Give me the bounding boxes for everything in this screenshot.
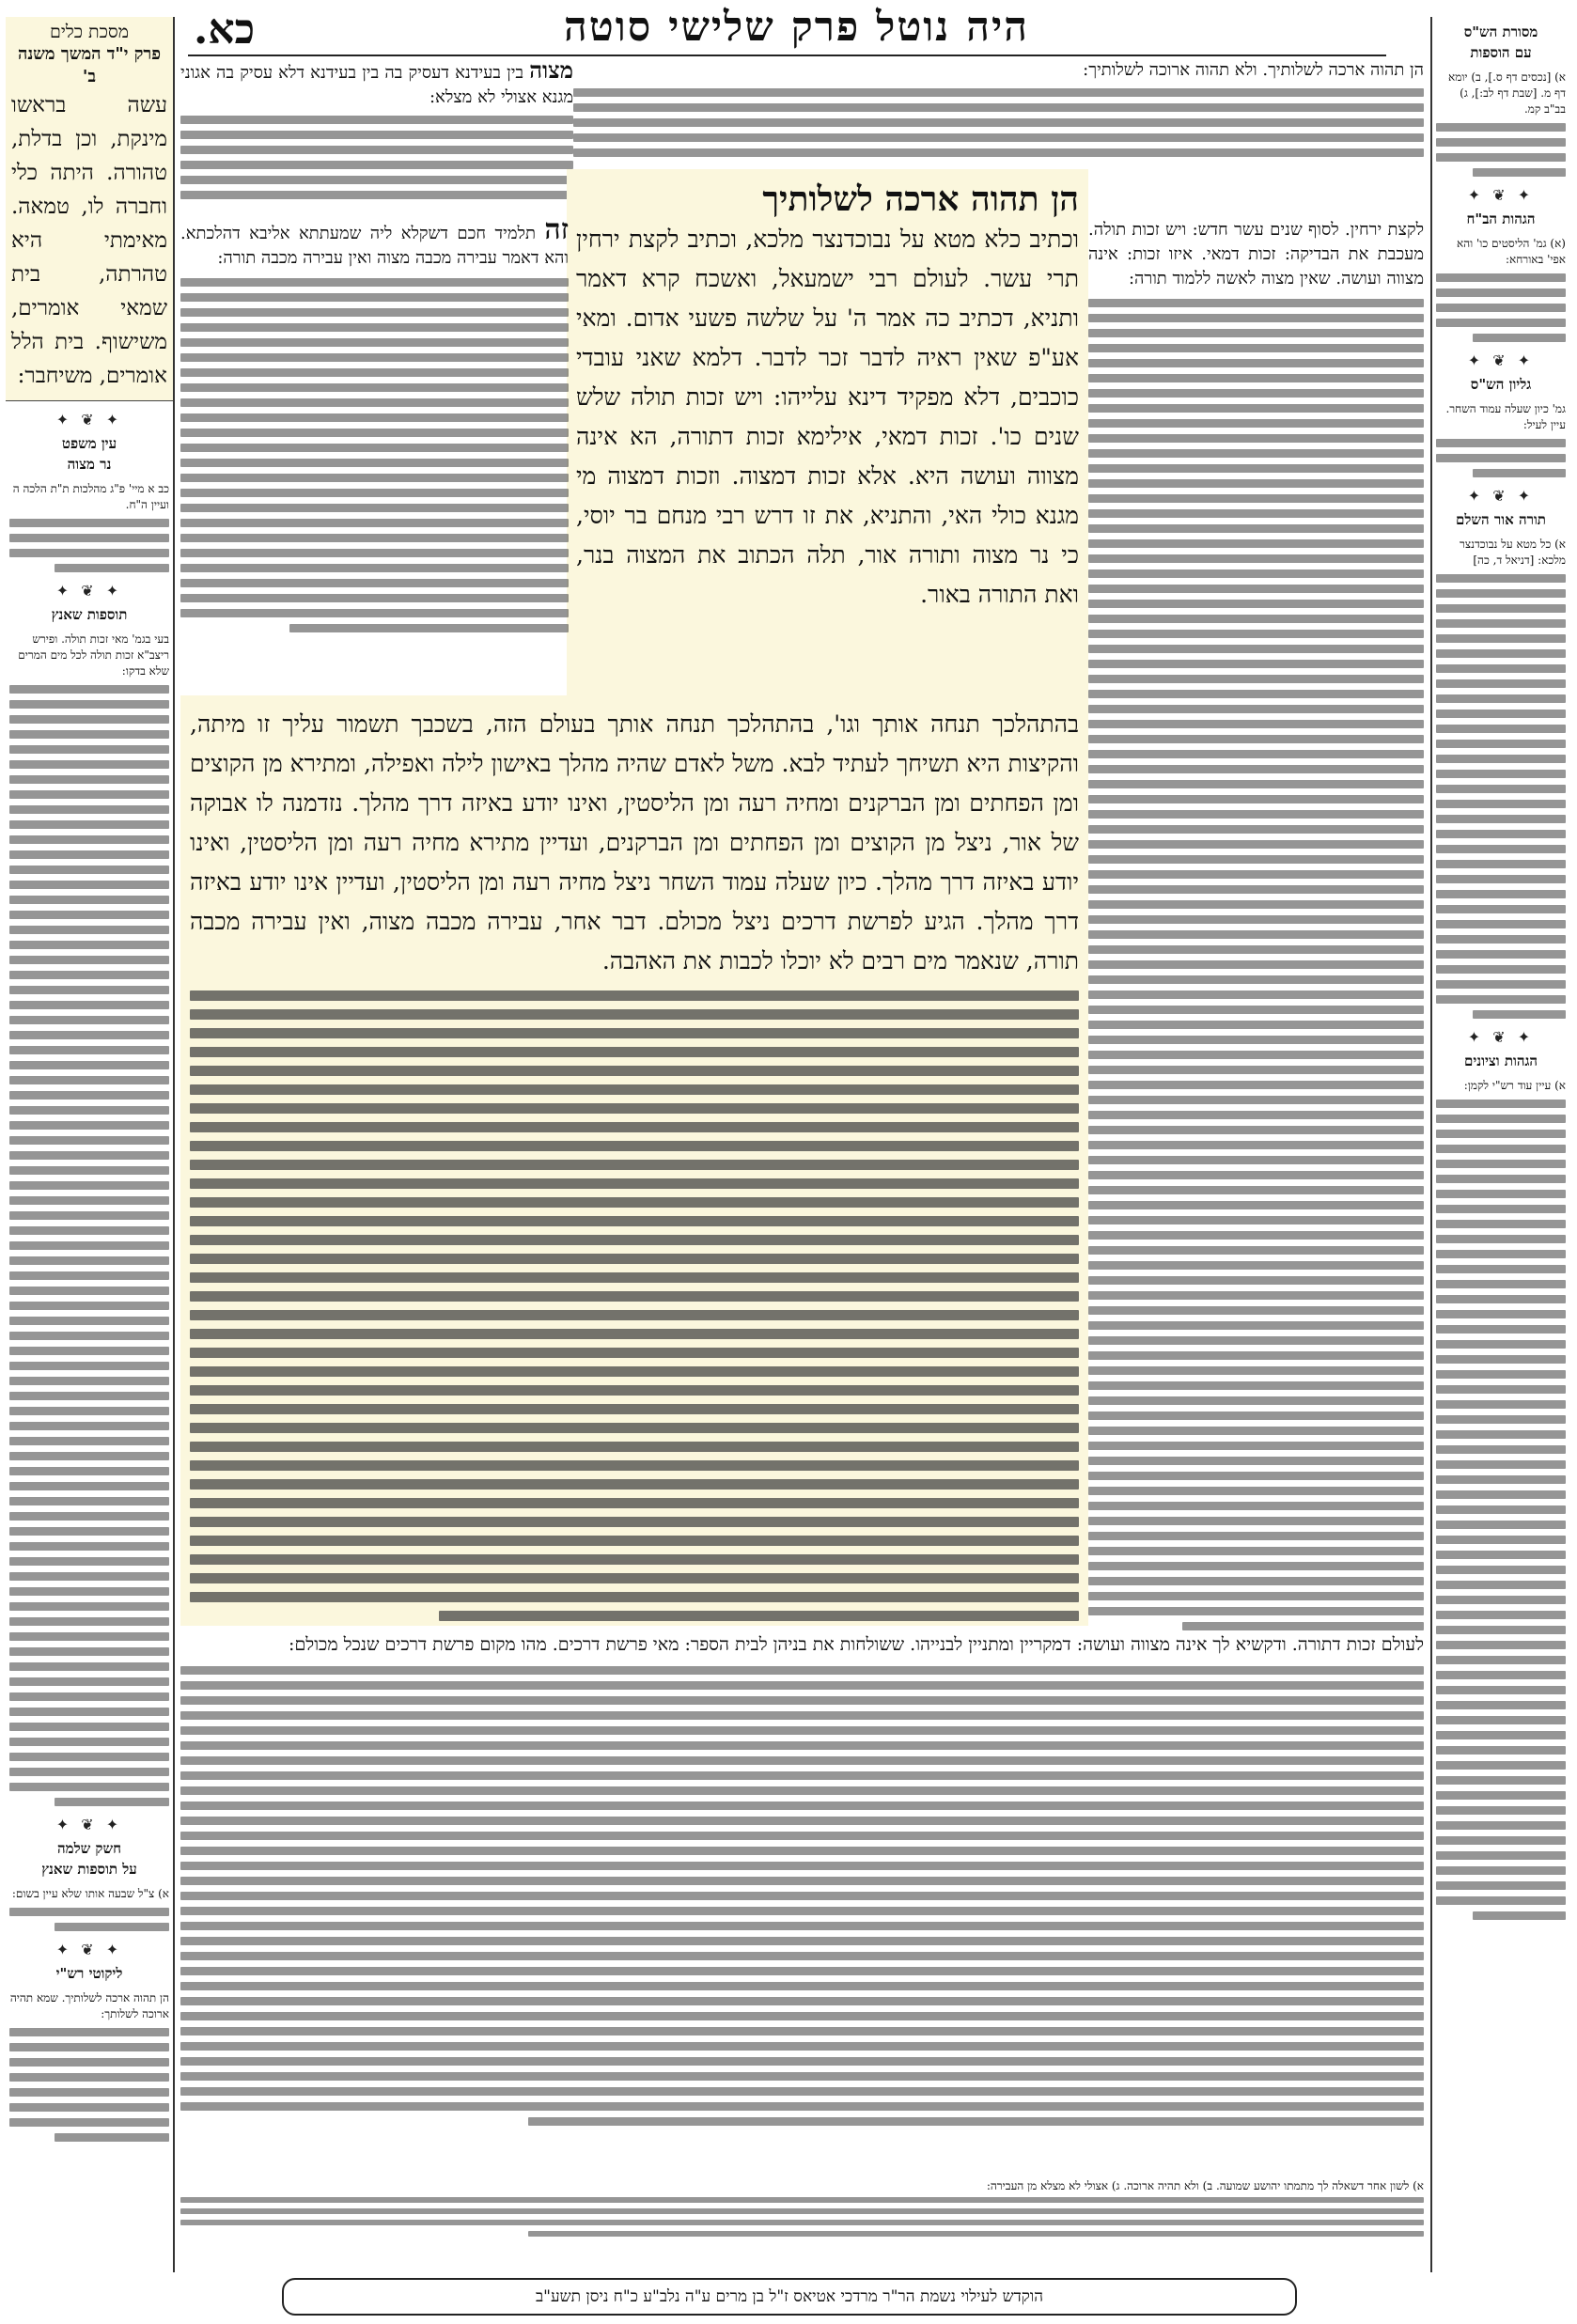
ein-mishpat-subtitle: נר מצוה [67, 456, 112, 473]
gilyon-text: גמ' כיון שעלה עמוד השחר. עיין לעיל: [1445, 402, 1566, 431]
hagahot-habach-title: הגהות הב"ח [1466, 211, 1536, 227]
mishnah-tractate: מסכת כלים [50, 22, 129, 42]
tosafot-shantz-text: בעי בגמ' מאי זכות תולה. ופירש ריצב"א זכות תולה לכל מים המרים שלא בדקו: [18, 632, 169, 678]
tosafot-commentary [180, 218, 569, 710]
likutei-rashi-text: הן תהוה ארכה לשלותיך. שמא תהיה ארוכה לשלותך: [9, 1991, 169, 2020]
ein-mishpat-title: עין משפט [61, 435, 117, 452]
likutei-rashi-title: ליקוטי רש"י [55, 1965, 123, 1982]
hagahot-tziyunim-title: הגהות וציונים [1463, 1053, 1538, 1069]
hagahot-habach-text: (א) גמ' הליסטים כו' והא אפי' באורחא: [1457, 237, 1566, 266]
gilyon-filler [1436, 439, 1566, 477]
ornament-divider: ✦ ❦ ✦ [55, 582, 123, 600]
footnotes [180, 2178, 1424, 2272]
masoret-subtitle: עם הוספות [1470, 44, 1532, 61]
rashi-top-block [573, 58, 1424, 169]
masoret-hashas-section [1432, 23, 1569, 177]
gilyon-title: גליון הש"ס [1470, 376, 1532, 393]
dedication-text: הוקדש לעילוי נשמת הר"ר מרדכי אטיאס ז"ל בן מרים ע"ה נלב"ע כ"ח ניסן תשע"ב [535, 2287, 1044, 2306]
gemara-upper-block [567, 169, 1088, 695]
tosafot-shantz-title: תוספות שאנץ [51, 606, 128, 623]
torah-or-text: א) כל מטא על נבוכדנצר מלכא: [דניאל ד, כה] [1459, 538, 1566, 567]
cheshek-shlomo-section [6, 1839, 173, 1931]
gilyon-hashas-section [1432, 375, 1569, 477]
tosafot-heading: זה [544, 218, 569, 246]
ornament-divider: ✦ ❦ ✦ [1467, 351, 1535, 369]
tosafot-shantz-section [6, 605, 173, 1806]
bottom-commentary-filler [180, 1666, 1424, 2126]
ornament-divider: ✦ ❦ ✦ [1467, 186, 1535, 204]
gemara-lower-block [180, 695, 1088, 1626]
cheshek-shlomo-subtitle: על תוספות שאנץ [41, 1861, 137, 1878]
hagahot-tziyunim-section [1432, 1052, 1569, 1920]
ein-mishpat-filler [9, 519, 169, 572]
tosafot-text: תלמיד חכם דשקלא ליה שמעתתא אליבא דהלכתא. והא דאמר עבירה מכבה מצוה ואין עבירה מכבה תורה: [180, 224, 569, 268]
ornament-divider: ✦ ❦ ✦ [1467, 487, 1535, 505]
rashi-top-text: הן תהוה ארכה לשלותיך. ולא תהוה ארוכה לשלותיך: [1083, 60, 1424, 80]
gemara-lower-filler [190, 990, 1079, 1621]
left-margin-column [6, 17, 175, 2272]
rashi-filler [1088, 299, 1424, 1630]
masoret-text: א) [נכסים דף ס.], ב) יומא דף מ. [שבת דף לב:], ג) בב"ב קמ. [1448, 70, 1566, 116]
ornament-divider: ✦ ❦ ✦ [55, 1941, 123, 1958]
header-divider [188, 55, 1386, 56]
torah-or-section [1432, 510, 1569, 1019]
gemara-opening-words: הן תהוה ארכה לשלותיך [762, 179, 1079, 219]
hagahot-tziyunim-text: א) עיין עוד רש"י לקמן: [1463, 1079, 1566, 1092]
cheshek-shlomo-text: א) צ"ל שבעה אותו שלא עיין בשום: [11, 1887, 169, 1900]
footnotes-text: א) לשון אחר דשאלה לך מתמתו יהושע שמועה. ב) ולא תהיה ארוכה. ג) אצולי לא מצלא מן העבירה: [986, 2179, 1424, 2192]
right-margin-column [1430, 17, 1569, 2272]
page-header [188, 0, 1386, 58]
cheshek-shlomo-title: חשק שלמה [57, 1840, 121, 1857]
likutei-rashi-section [6, 1964, 173, 2142]
torah-or-filler [1436, 574, 1566, 1019]
cheshek-shlomo-filler [9, 1908, 169, 1931]
dedication-bar [282, 2278, 1297, 2316]
masoret-filler [1436, 123, 1566, 177]
chapter-title: היה נוטל פרק שלישי סוטה [564, 4, 1029, 51]
likutei-rashi-filler [9, 2028, 169, 2142]
tosafot-shantz-filler [9, 685, 169, 1806]
mishnah-chapter-ref: פרק י"ד המשך משנה ב' [17, 44, 162, 86]
ornament-divider: ✦ ❦ ✦ [55, 411, 123, 429]
ornament-divider: ✦ ❦ ✦ [1467, 1028, 1535, 1046]
ornament-divider: ✦ ❦ ✦ [55, 1816, 123, 1833]
hagahot-habach-section [1432, 210, 1569, 342]
tosafot-top-heading: מצוה [529, 58, 573, 84]
masoret-title: מסורת הש"ס [1463, 23, 1538, 40]
hagahot-tziyunim-filler [1436, 1100, 1566, 1920]
folio-number: כא. [194, 6, 256, 54]
rashi-commentary [1088, 218, 1424, 1630]
footnotes-filler [180, 2197, 1424, 2237]
mishnah-box [6, 17, 173, 401]
ein-mishpat-text: כב א מיי' פ"ג מהלכות ת"ת הלכה ה ועיין ה"ח. [12, 482, 169, 511]
hagahot-habach-filler [1436, 273, 1566, 342]
tosafot-top-text: בין בעידנא דעסיק בה בין בעידנא דלא עסיק בה אגוני מגנא אצולי לא מצלא: [180, 63, 573, 107]
torah-or-title: תורה אור השלם [1456, 511, 1546, 528]
bottom-commentary-text: לעולם זכות דתורה. ודקשיא לך אינה מצווה ועושה: דמקריין ומתניין לבנייהו. ששולחות את בניהן לבית הספר: מאי פרשת דרכים. מהו מקום פרשת דרכים שנכל מכולם: [289, 1634, 1424, 1655]
ein-mishpat-section [6, 434, 173, 572]
rashi-top-filler [573, 88, 1424, 157]
mishnah-text: עשה בראשו מינקת, וכן בדלת, טהורה. היתה כלי וחברה לו, טמאה. מאימתי היא טהרתה, בית שמאי אומרים, משישוף. בית הלל אומרים, משיחבר: [11, 93, 167, 388]
tosafot-filler [180, 278, 569, 632]
gemara-lower-text: בהתהלכך תנחה אותך וגו', בהתהלכך תנחה אותך בעולם הזה, בשכבך תשמור עליך זו מיתה, והקיצות היא תשיחך לעתיד לבא. משל לאדם שהיה מהלך באישון לילה ואפילה, ומתירא מן הקוצים ומן הפחתים ומן הברקנים ומחיה רעה ומן הליסטין, ואינו יודע באיזה דרך מהלך. נזדמנה לו אבוקה של אור, ניצל מן הקוצים ומן הפחתים ומן הברקנים, ועדיין מתירא מחיה רעה ומן הליסטין, ואינו יודע באיזה דרך מהלך. כיון שעלה עמוד השחר ניצל מחיה רעה ומן הליסטין, ועדיין אינו יודע באיזה דרך מהלך. הגיע לפרשת דרכים ניצל מכולם. דבר אחר, עבירה מכבה מצוה, ואין עבירה מכבה תורה, שנאמר מים רבים לא יוכלו לכבות את האהבה. [190, 710, 1079, 975]
rashi-text: לקצת ירחין. לסוף שנים עשר חדש: ויש זכות תולה. מעכבת את הבדיקה: זכות דמאי. איזו זכות: אינה מצווה ועושה. שאין מצוה לאשה ללמוד תורה: [1088, 220, 1424, 289]
gemara-upper-text: וכתיב כלא מטא על נבוכדנצר מלכא, וכתיב לקצת ירחין תרי עשר. לעולם רבי ישמעאל, ואשכח קרא דאמר ותניא, דכתיב כה אמר ה' על שלשה פשעי אדום. ומאי אע"פ שאין ראיה לדבר זכר לדבר. דלמא שאני עובדי כוכבים, דלא מפקיד דינא עלייהו: ויש זכות תולה שלש שנים כו'. זכות דמאי, אילימא זכות דתורה, הא אינה מצווה ועושה היא. אלא זכות דמצוה. וזכות דמצוה מי מגנא כולי האי, והתניא, את זו דרש רבי מנחם בר יוסי, כי נר מצוה ותורה אור, תלה הכתוב את המצוה בנר, ואת התורה באור. [576, 226, 1079, 608]
bottom-commentary [180, 1630, 1424, 2241]
